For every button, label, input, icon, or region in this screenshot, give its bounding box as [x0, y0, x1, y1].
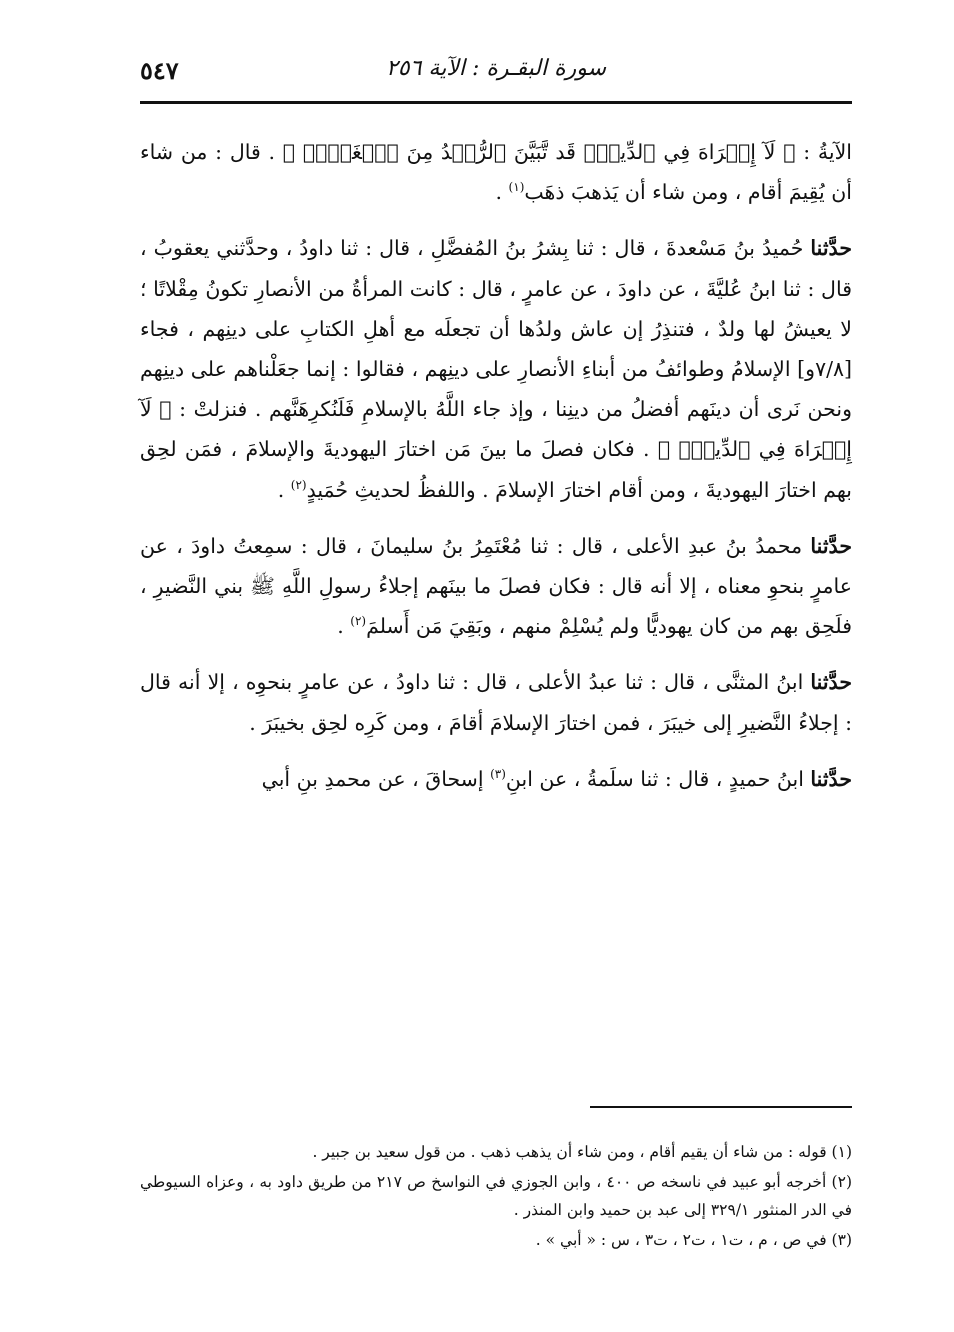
paragraph-5 — [140, 759, 852, 799]
footnote-marker: (١) — [508, 180, 525, 195]
paragraph-2 — [140, 228, 852, 509]
footnotes — [140, 1138, 852, 1256]
paragraph-tail: . — [337, 614, 351, 639]
paragraph-tail: إسحاقَ ، عن محمدِ بنِ أبي — [261, 766, 491, 791]
footnote-rule — [590, 1106, 852, 1108]
footnote-marker: (٣) — [490, 767, 506, 782]
footnote-marker: (٢) — [290, 477, 307, 492]
footnote-2: (٢) أخرجه أبو عبيد في ناسخه ص ٤٠٠ ، وابن الجوزي في النواسخ ص ٢١٧ من طريق داود به ، وعزاه السيوطي في الدر المنثور ٣٢٩/١ إلى عبد بن حميد وابن المنذر . — [140, 1173, 852, 1219]
footnote-3: (٣) في ص ، م ، ت١ ، ت٢ ، ت٣ ، س : « أبي » . — [535, 1231, 852, 1249]
running-title: سورة البقـرة : الآية ٢٥٦ — [385, 56, 607, 81]
page-header — [140, 52, 852, 96]
paragraph-text: ابنُ حميدٍ ، قال : ثنا سلَمةُ ، عن ابنِ — [505, 766, 811, 791]
paragraph-text: محمدُ بنُ عبدِ الأعلى ، قال : ثنا مُعْتَمِرُ بنُ سليمانَ ، قال : سمِعتُ داودَ ، عن عامرٍ بنحوِ معناه ، إلا أنه قال : فكان فصلَ ما بينَهم إجلاءُ رسولِ اللَّهِ ﷺ بني النَّضيرِ ، فلَحِق بهم من كان يهوديًّا ولم يُسْلِمْ منهم ، وبَقِيَ مَن أَسلمَ — [140, 533, 852, 639]
page-number: ٥٤٧ — [140, 56, 179, 85]
paragraph-tail: . — [277, 477, 291, 502]
paragraph-3 — [140, 526, 852, 647]
paragraph-lead: حدَّثنا — [810, 236, 852, 261]
paragraph-lead: حدَّثنا — [810, 766, 852, 791]
main-text — [140, 132, 852, 815]
footnote-1: (١) قوله : من شاء أن يقيم أقام ، ومن شاء أن يذهب ذهب . من قول سعيد بن جبير . — [312, 1143, 852, 1161]
paragraph-lead: حدَّثنا — [810, 533, 852, 558]
paragraph-1 — [140, 132, 852, 212]
header-rule — [140, 101, 852, 104]
paragraph-text: حُميدُ بنُ مَسْعدةَ ، قال : ثنا بِشرُ بنُ المُفضَّلِ ، قال : ثنا داودُ ، وحدَّثني يعقوبُ ، قال : ثنا ابنُ عُليَّةَ ، عن داودَ ، عن عامرٍ ، قال : كانت المرأةُ من الأنصارِ تكونُ مِقْلاتًا ؛ لا يعيشُ لها ولدٌ ، فتنذِرُ إن عاش ولدُها أن تجعلَه مع أهلِ الكتابِ على دينِهم ، فجاء [٧/٨و] الإسلامُ وطوائفُ من أبناءِ الأنصارِ على دينِهم ، فقالوا : إنما جعَلْناهم على دينِهم ونحن نَرى أن دينَهم أفضلُ من دينِنا ، وإذ جاء اللَّهُ بالإسلامِ فَلَنُكرِهَنَّهم . فنزلتْ : ﴿ لَآ إِكۡرَاهَ فِي ٱلدِّينِۖ ﴾ . فكان فصلَ ما بينَ مَن اختارَ اليهوديةَ والإسلامَ ، فمَن لحِق بهم اختارَ اليهوديةَ ، ومن أقام اختارَ الإسلامَ . واللفظُ لحديثِ حُمَيدٍ — [140, 236, 852, 502]
paragraph-tail: . — [495, 180, 509, 205]
paragraph-4 — [140, 662, 852, 742]
paragraph-lead: حدَّثنا — [810, 670, 852, 695]
paragraph-text: الآيةُ : ﴿ لَآ إِكۡرَاهَ فِي ٱلدِّينِۖ قَد تَّبَيَّنَ ٱلرُّشۡدُ مِنَ ٱلۡغَيِّۚ ﴾ . قال : من شاء أن يُقِيمَ أقام ، ومن شاء أن يَذهبَ ذهَب — [140, 140, 852, 205]
footnote-marker: (٢) — [350, 614, 367, 629]
paragraph-text: ابنُ المثنَّى ، قال : ثنا عبدُ الأعلى ، قال : ثنا داودُ ، عن عامرٍ بنحوِه ، إلا أنه قال : إجلاءُ النَّضيرِ إلى خيبَرَ ، فمن اختارَ الإسلامَ أقامَ ، ومن كَرِه لحِق بخيبَرَ . — [140, 670, 852, 735]
